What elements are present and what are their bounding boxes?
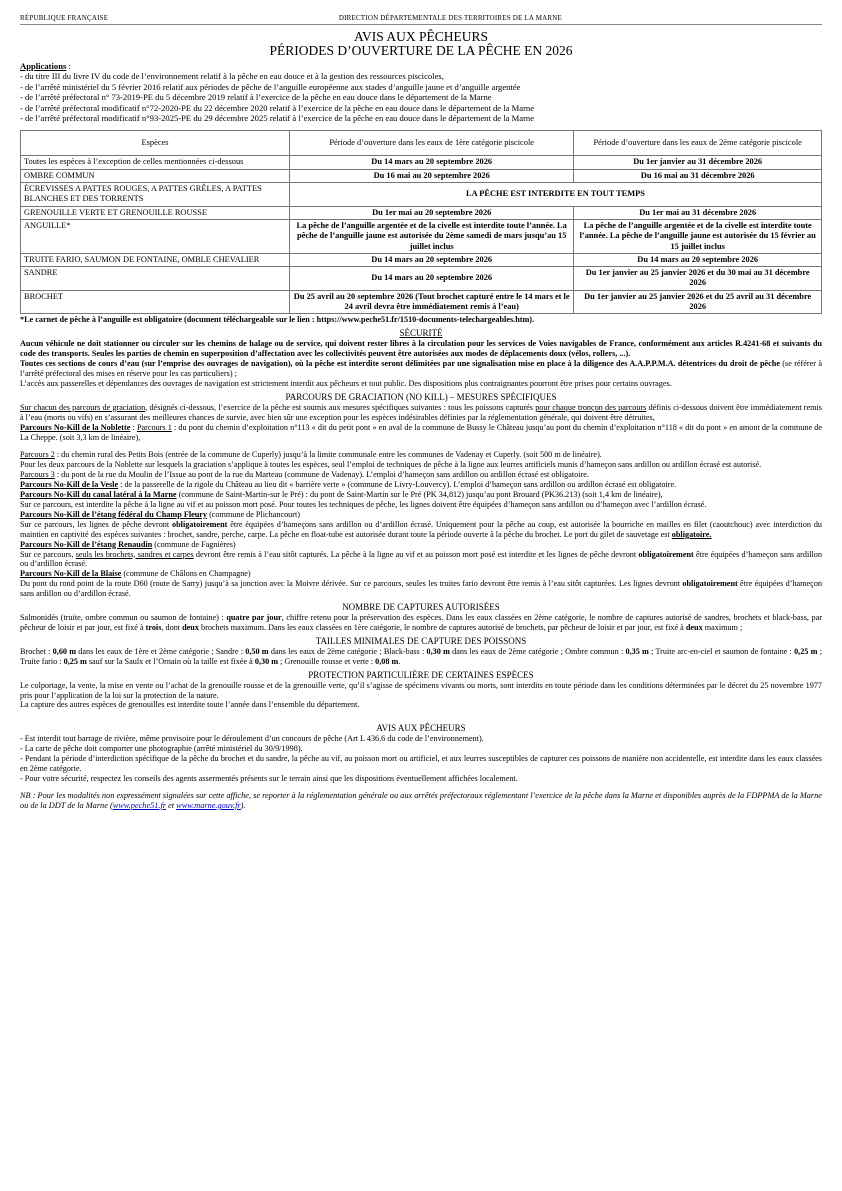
cat1-cell: Du 14 mars au 20 septembre 2026 [290, 253, 574, 266]
parcours-1-label: Parcours 1 [136, 422, 172, 432]
avis-item: - La carte de pêche doit comporter une photographie (arrêté ministériel du 30/9/1998). [20, 744, 303, 754]
canal-rules: Sur ce parcours, est interdite la pêche à la ligne au vif et au poisson mort posé. Pour toutes les techniques de pêche, les lignes doivent être équipées d’hameçon sans ardillon ou d’hameçon avec l’ardillon écrasé. [20, 499, 707, 509]
table-row [21, 156, 822, 169]
table-row [21, 206, 822, 219]
species-cell: OMBRE COMMUN [21, 169, 290, 182]
title-line-2: PÉRIODES D’OUVERTURE DE LA PÊCHE EN 2026 [269, 43, 573, 58]
canal-text: (commune de Saint-Martin-sur le Pré) : du pont de Saint-Martin sur le Pré (PK 34,812) jusqu’au pont Brouard (PK36.213) (soit 1,4 km de linéaire), [176, 490, 663, 500]
blaise-label: Parcours No-Kill de la Blaise [20, 569, 122, 579]
renaudin-rules-b: seuls les brochets, sandres et carpes [75, 549, 194, 559]
cat2-cell: Du 14 mars au 20 septembre 2026 [574, 253, 822, 266]
title-line-1: AVIS AUX PÊCHEURS [353, 29, 489, 44]
renaudin-label: Parcours No-Kill de l’étang Renaudin [20, 539, 153, 549]
tailles-h: ; Grenouille rousse et verte : [278, 656, 376, 666]
renaudin-rules-a: Sur ce parcours, [20, 549, 76, 559]
species-cell: GRENOUILLE VERTE ET GRENOUILLE ROUSSE [21, 206, 290, 219]
application-item: - du titre III du livre IV du code de l’environnement relatif à la pêche en eau douce et à la gestion des ressources piscicoles, [20, 71, 444, 82]
header-cat1: Période d’ouverture dans les eaux de 1ère catégorie piscicole [290, 131, 574, 156]
securite-p2-bold: Toutes ces sections de cours d’eau (sur l’emprise des ouvrages de navigation), où la pêche est interdite seront délimitées par une signalisation mise en place à la diligence des A.A.P.P.M.A. détentrices du droit de pêche [20, 359, 780, 369]
vesle-text: : de la passerelle de la rigole du Château au lieu dit « barrière verte » (commune de Livry-Louvercy). L’emploi d’hameçon sans ardillon ou ardillon écrasé est obligatoire. [118, 480, 677, 490]
taille-saulx: 0,30 m [254, 656, 279, 666]
champ-rules-d: obligatoire. [671, 529, 712, 539]
blaise-para [20, 569, 822, 579]
captures-h: deux [685, 622, 703, 632]
graciation-intro-c: pour chaque tronçon des parcours [535, 402, 647, 412]
header-left: RÉPUBLIQUE FRANÇAISE [20, 14, 109, 22]
securite-p2-rest: (se référer à l’arrêté préfectoral des mises en réserve pour les cas particuliers) ; [20, 359, 822, 379]
captures-b: quatre par jour [226, 613, 282, 623]
parcours-3-text: : du pont de la rue du Moulin de l’Issue au pont de la rue du Marteau (commune de Vadenay). L’emploi d’hameçon sans ardillon ou ardillon écrasé est obligatoire. [54, 470, 589, 480]
graciation-title: PARCOURS DE GRACIATION (NO KILL) – MESURES SPÉCIFIQUES [285, 391, 557, 402]
header-especes: Espèces [21, 131, 290, 156]
tailles-e: ; Truite arc-en-ciel et saumon de fontaine : [648, 646, 795, 656]
species-cell: Toutes les espèces à l’exception de celles mentionnées ci-dessous [21, 156, 290, 169]
species-cell: TRUITE FARIO, SAUMON DE FONTAINE, OMBLE CHEVALIER [21, 253, 290, 266]
champ-para [20, 510, 822, 520]
footer-a: NB : Pour les modalités non expressément signalées sur cette affiche, se reporter à la réglementation générale ou aux arrêtés préfectoraux réglementant l’exercice de la pêche dans la Marne et disponibles auprès de la FDPPMA de la Marne ou de la DDT de la Marne ( [20, 790, 822, 810]
merged-cell: LA PÊCHE EST INTERDITE EN TOUT TEMPS [290, 183, 822, 207]
captures-g: brochets maximum. Dans les eaux classées en 1ère catégorie, le nombre de captures autorisé de brochets, par pêcheur de loisir et par jour, est fixé à [198, 622, 686, 632]
cat1-cell: Du 16 mai au 20 septembre 2026 [290, 169, 574, 182]
cat1-cell: Du 14 mars au 20 septembre 2026 [290, 156, 574, 169]
avis-title: AVIS AUX PÊCHEURS [376, 723, 466, 734]
cat1-cell: Du 25 avril au 20 septembre 2026 (Tout brochet capturé entre le 14 mars et le 24 avril devra être immédiatement remis à l’eau) [290, 290, 574, 314]
tailles-c: dans les eaux de 2ème catégorie ; Black-bass : [268, 646, 427, 656]
renaudin-text: (commune de Fagnières) [152, 539, 236, 549]
captures-c: , chiffre retenu pour la préservation des espèces. Dans les eaux classées en 2ème catégorie, le nombre de captures autorisé de sandres, brochets et black-bass, par pêcheur de loisir et par jour, est fixé à [20, 613, 822, 632]
noblette-p2 [20, 450, 822, 460]
champ-rules-b: obligatoirement [172, 519, 228, 529]
applications-heading: Applications [20, 61, 67, 71]
protection-p1: Le colportage, la vente, la mise en vente ou l’achat de la grenouille rousse et de la grenouille verte, qu’il s’agisse de spécimens vivants ou morts, sont interdits en toute période dans les conditions déterminées par le décret du 25 novembre 1977 pris pour l’application de la loi sur la protection de la nature. [20, 680, 822, 700]
captures-title: NOMBRE DE CAPTURES AUTORISÉES [342, 602, 500, 613]
blaise-text: (commune de Châlons en Champagne) [121, 569, 251, 579]
table-row [21, 169, 822, 182]
parcours-2-text: : du chemin rural des Petits Bois (entrée de la commune de Cuperly) jusqu’à la limite communale entre les communes de Vadenay et Cuperly. (soit 500 m de linéaire). [54, 450, 602, 460]
application-item: - de l’arrêté préfectoral modificatif n°93-2025-PE du 29 décembre 2025 relatif à l’exercice de la pêche en eau douce dans le département de la Marne [20, 113, 535, 124]
periods-table [20, 130, 822, 314]
taille-arc-en-ciel: 0,25 m [794, 646, 818, 656]
protection-title: PROTECTION PARTICULIÈRE DE CERTAINES ESPÈCES [308, 669, 534, 680]
captures-i: maximum ; [702, 622, 743, 632]
cat2-cell: La pêche de l’anguille argentée et de la civelle est interdite toute l’année. La pêche de l’anguille jaune est autorisée du 15 février au 15 juillet inclus [574, 219, 822, 253]
canal-para [20, 490, 822, 500]
securite-p1: Aucun véhicule ne doit stationner ou circuler sur les chemins de halage ou de service, qui doivent rester libres à la circulation pour les services de Voies navigables de France, conformément aux articles R.4241-68 et suivants du code des transports. Seules les parties de chemin en superposition d’affectation avec les collectivités peuvent être autorisées aux modes de déplacements doux (vélos, rollers, ...). [20, 339, 822, 359]
table-row [21, 183, 822, 207]
footer-note [20, 791, 822, 811]
application-item: - de l’arrêté préfectoral modificatif n°72-2020-PE du 22 décembre 2020 relatif à l’exercice de la pêche en eau douce dans le département de la Marne [20, 102, 535, 113]
tailles-f: ; Truite fario : [20, 646, 822, 666]
link-peche51[interactable]: www.peche51.fr [112, 800, 167, 810]
blaise-rules-b: obligatoirement [682, 579, 738, 589]
blaise-rules-c: être équipées d’hameçon sans ardillon ou d’ardillon écrasé. [20, 579, 823, 599]
cat2-cell: Du 1er janvier au 25 janvier 2026 et du 30 mai au 31 décembre 2026 [574, 267, 822, 291]
captures-f: deux [182, 622, 199, 632]
renaudin-rules-d: obligatoirement [638, 549, 694, 559]
table-row [21, 290, 822, 314]
champ-label: Parcours No-Kill de l’étang fédéral du Champ Fleury [20, 509, 208, 519]
graciation-intro-b: , désignés ci-dessous, l’exercice de la pêche est soumis aux mesures spécifiques suivantes : tous les poissons capturés [145, 402, 536, 412]
noblette-label: Parcours No-Kill de la Noblette [20, 422, 131, 432]
footer-b: et [166, 800, 177, 810]
cat2-cell: Du 16 mai au 31 décembre 2026 [574, 169, 822, 182]
tailles-title: TAILLES MINIMALES DE CAPTURE DES POISSONS [315, 635, 527, 646]
champ-rules-a: Sur ce parcours, les lignes de pêche devront [20, 519, 173, 529]
anguille-note: *Le carnet de pêche à l’anguille est obligatoire (document téléchargeable sur le lien : https://www.peche51.fr/1510-documents-telechargeables.htm). [20, 315, 535, 325]
species-cell: ÉCREVISSES A PATTES ROUGES, A PATTES GRÊLES, A PATTES BLANCHES ET DES TORRENTS [21, 183, 290, 207]
taille-ombre: 0,35 m [625, 646, 649, 656]
securite-p3: L’accès aux passerelles et dépendances des ouvrages de navigation est strictement interdit aux pêcheurs et tout public. Des dispositions plus contraignantes pourront être prises pour certains ouvrages. [20, 378, 672, 388]
taille-sandre: 0,50 m [245, 646, 269, 656]
cat2-cell: Du 1er mai au 31 décembre 2026 [574, 206, 822, 219]
table-row [21, 219, 822, 253]
securite-title: SÉCURITÉ [399, 328, 443, 339]
table-row [21, 253, 822, 266]
vesle-para [20, 480, 822, 490]
renaudin-rules-e: être équipées d’hameçon sans ardillon ou d’ardillon écrasé. [20, 549, 822, 569]
champ-text: (commune de Plichancourt) [207, 509, 301, 519]
cat1-cell: La pêche de l’anguille argentée et de la civelle est interdite toute l’année. La pêche de l’anguille jaune est autorisée du 2ème samedi de mars jusqu’au 15 juillet inclus [290, 219, 574, 253]
parcours-3-label: Parcours 3 [20, 470, 55, 480]
table-header-row [21, 131, 822, 156]
captures-e: , dont [161, 622, 183, 632]
species-cell: BROCHET [21, 290, 290, 314]
cat1-cell: Du 14 mars au 20 septembre 2026 [290, 267, 574, 291]
page-title [20, 30, 822, 58]
renaudin-rules [20, 550, 822, 570]
species-cell: SANDRE [21, 267, 290, 291]
avis-item: - Pendant la période d’interdiction spécifique de la pêche du brochet et du sandre, la pêche au vif, au poisson mort ou artificiel, et aux leurres susceptibles de capturer ces poissons de manière non accidentelle, est interdite dans les eaux classées en 2ème catégorie. [20, 754, 822, 774]
tailles-g: sauf sur la Saulx et l’Ornain où la taille est fixée à [86, 656, 255, 666]
graciation-intro-d: définis ci-dessous doivent être immédiatement remis à l’eau (morts ou vifs) en s’assurant des meilleures chances de survie, avec bien sûr une exception pour les espèces indésirables définies par la réglementation générale, qui doivent être détruites, [20, 402, 822, 422]
tailles-text [20, 647, 822, 667]
taille-brochet: 0,60 m [52, 646, 77, 656]
avis-item: - Est interdit tout barrage de rivière, même provisoire pour le déroulement d’un concours de pêche (Art L 436.6 du code de l’environnement). [20, 734, 484, 744]
parcours-1-text: : du pont du chemin d’exploitation n°113 « dit du petit pont » en aval de la commune de Bussy le Château jusqu’au pont du chemin d’exploitation n°118 « dit du pont » en amont de la commune de La Cheppe. (soit 3,3 km de linéaire), [20, 422, 822, 442]
graciation-intro-a: Sur chacun des parcours de graciation [20, 402, 146, 412]
tailles-b: dans les eaux de 1ère et 2ème catégorie ; Sandre : [76, 646, 246, 656]
tailles-a: Brochet : [20, 646, 53, 656]
protection-p2: La capture des autres espèces de grenouilles est interdite toute l’année dans l’ensemble du département. [20, 700, 360, 710]
taille-fario: 0,25 m [63, 656, 87, 666]
captures-a: Salmonidés (truite, ombre commun ou saumon de fontaine) : [20, 613, 227, 623]
champ-rules [20, 520, 822, 540]
cat2-cell: Du 1er janvier au 25 janvier 2026 et du 25 avril au 31 décembre 2026 [574, 290, 822, 314]
noblette-both: Pour les deux parcours de la Noblette sur lesquels la graciation s’applique à toutes les espèces, seul l’emploi de techniques de pêche à la ligne aux leurres artificiels munis d’hameçon sans ardillon ou ardillon écrasé est autorisé. [20, 460, 762, 470]
header-bar [20, 14, 822, 25]
table-row [21, 267, 822, 291]
captures-d: trois [145, 622, 162, 632]
species-cell: ANGUILLE* [21, 219, 290, 253]
application-item: - de l’arrêté ministériel du 5 février 2016 relatif aux périodes de pêche de l’anguille européenne aux stades d’anguille jaune et d’anguille argentée [20, 81, 521, 92]
renaudin-rules-c: devront être remis à l’eau sitôt capturés. La pêche à la ligne au vif et au poisson mort posé est interdite et les lignes de pêche devront [193, 549, 639, 559]
captures-text [20, 613, 822, 633]
cat1-cell: Du 1er mai au 20 septembre 2026 [290, 206, 574, 219]
blaise-rules [20, 579, 822, 599]
tailles-i: . [398, 656, 401, 666]
parcours-2-label: Parcours 2 [20, 450, 55, 460]
blaise-rules-a: Du pont du rond point de la route D60 (route de Sarry) jusqu’à sa jonction avec la Moivre dérivée. Sur ce parcours, seules les truites fario devront être remis à l’eau sitôt capturées. Les lignes devront [20, 579, 683, 589]
tailles-d: dans les eaux de 2ème catégorie ; Ombre commun : [449, 646, 626, 656]
noblette-p3 [20, 470, 822, 480]
footer-c: ). [240, 800, 246, 810]
application-item: - de l’arrêté préfectoral n° 73-2019-PE du 5 décembre 2019 relatif à l’exercice de la pêche en eau douce dans le département de la Marne [20, 92, 492, 103]
taille-black-bass: 0,30 m [426, 646, 450, 656]
cat2-cell: Du 1er janvier au 31 décembre 2026 [574, 156, 822, 169]
champ-rules-c: être équipées d’hameçons sans ardillon ou d’ardillon écrasé. Uniquement pour la pêche au coup, est autorisée la bourriche en mailles en filet (caoutchouc) avec interdiction du maintien en captivité des espèces suivantes : brochet, sandre, perche, carpe. La pêche en float-tube est autorisée durant toute la période ouverte à la pêche du brochet. Le port du gilet de sauvetage est [20, 519, 823, 539]
renaudin-para [20, 540, 822, 550]
header-right: DIRECTION DÉPARTEMENTALE DES TERRITOIRES DE LA MARNE [338, 14, 562, 22]
graciation-intro [20, 403, 822, 423]
securite-p2 [20, 359, 822, 379]
link-marne-gouv[interactable]: www.marne.gouv.fr [176, 800, 241, 810]
avis-item: - Pour votre sécurité, respectez les conseils des agents assermentés présents sur le terrain ainsi que les dispositions éventuellement affichées localement. [20, 774, 518, 784]
taille-grenouille: 0,08 m [375, 656, 399, 666]
noblette-p1: Parcours No-Kill de la Noblette : Parcours 1 : du pont du chemin d’exploitation n°113 « dit du petit pont » en aval de la commune de Bussy le Château jusqu’au pont du chemin d’exploitation n°118 « dit du pont » en amont de la commune de La Cheppe. (soit 3,3 km de linéaire), [20, 422, 822, 442]
header-cat2: Période d’ouverture dans les eaux de 2ème catégorie piscicole [574, 131, 822, 156]
applications-section: Applications : - du titre III du livre IV du code de l’environnement relatif à la pêche en eau douce et à la gestion des ressources piscicoles, - de l’arrêté ministériel du 5 février 2016 relatif aux périodes de pêche de l’anguille européenne aux stades d’anguille jaune et d’anguille argentée - de l’arrêté préfectoral n° 73-2019-PE du 5 décembre 2019 relatif à l’exercice de la pêche en eau douce dans le département de la Marne - de l’arrêté préfectoral modificatif n°72-2020-PE du 22 décembre 2020 relatif à l’exercice de la pêche en eau douce dans le département de la Marne - de l’arrêté préfectoral modificatif n°93-2025-PE du 29 décembre 2025 relatif à l’exercice de la pêche en eau douce dans le département de la Marne [20, 61, 822, 123]
notice-page [20, 14, 822, 811]
canal-label: Parcours No-Kill du canal latéral à la Marne [20, 490, 177, 500]
vesle-label: Parcours No-Kill de la Vesle [20, 480, 119, 490]
